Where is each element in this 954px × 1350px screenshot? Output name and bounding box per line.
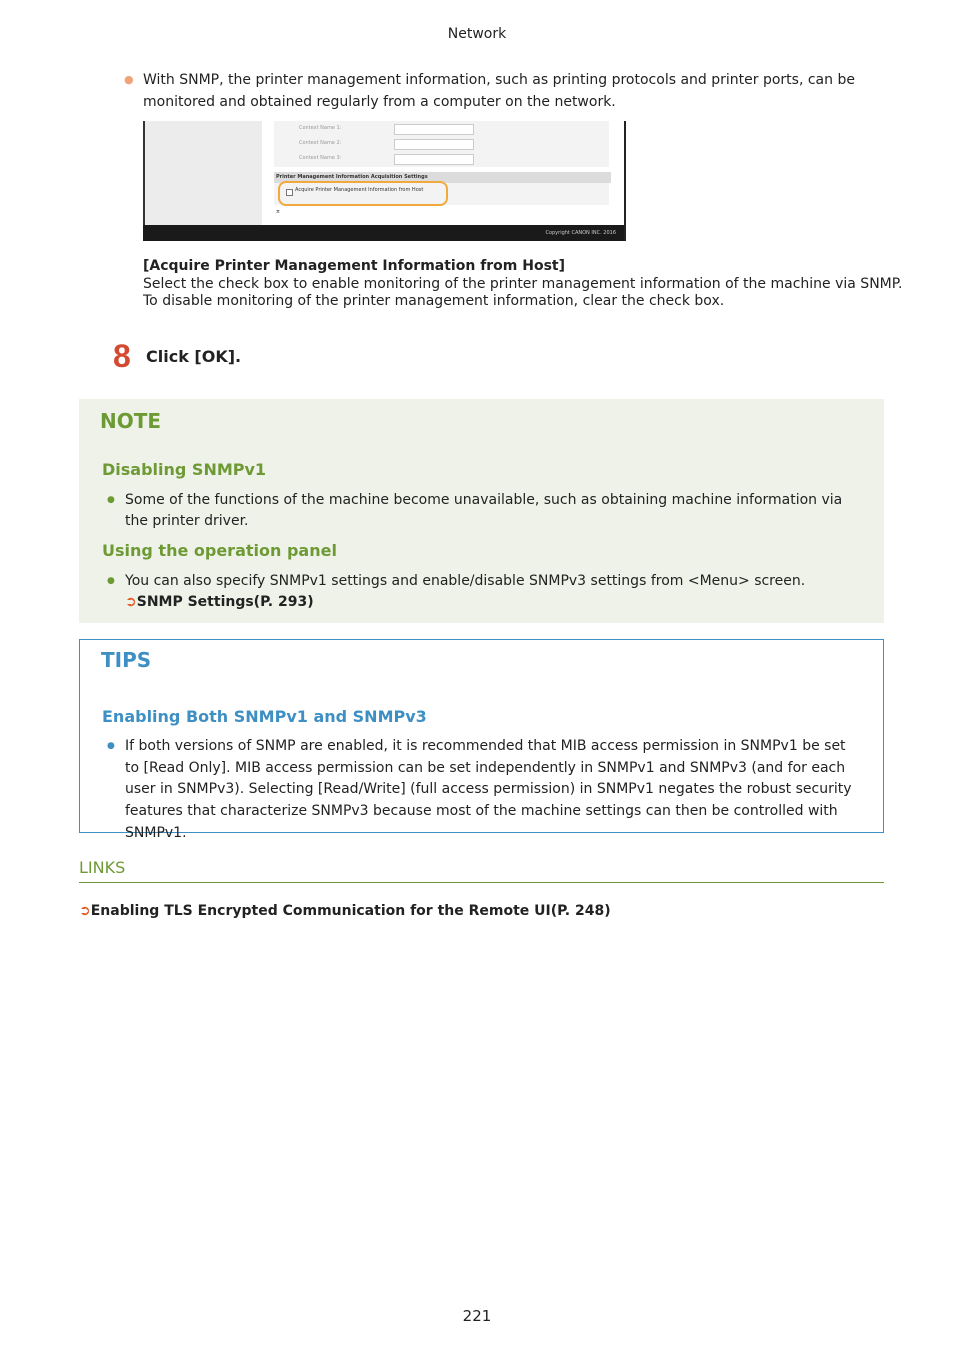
link-label: Enabling TLS Encrypted Communication for the Remote UI(P. 248) — [90, 903, 611, 919]
screenshot-footer — [143, 225, 624, 241]
bullet-dot-icon: ● — [107, 576, 115, 586]
page-header: Network — [447, 26, 507, 42]
screenshot-checkbox-label: Acquire Printer Management Information from Host — [295, 187, 424, 193]
link-arrow-icon: ➲ — [125, 594, 137, 610]
screenshot-row-label: Context Name 1: — [299, 125, 342, 131]
screenshot-input — [394, 154, 474, 165]
term-line-1: Select the check box to enable monitoring of the printer management information of the machine via SNMP. — [143, 276, 903, 292]
screenshot-row-label: Context Name 3: — [299, 155, 342, 161]
link-arrow-icon: ➲ — [79, 903, 91, 919]
tips-title: TIPS — [101, 648, 152, 672]
term-line-2: To disable monitoring of the printer management information, clear the check box. — [143, 293, 725, 309]
term-description — [143, 276, 903, 310]
links-title: LINKS — [79, 858, 126, 877]
snmp-settings-link[interactable]: SNMP Settings(P. 293) — [136, 594, 314, 610]
term-title: [Acquire Printer Management Information from Host] — [143, 258, 566, 274]
screenshot-row-label: Context Name 2: — [299, 140, 342, 146]
link-item[interactable] — [79, 903, 611, 919]
bullet-dot-icon: ● — [107, 741, 115, 751]
page-number: 221 — [462, 1307, 492, 1325]
screenshot-input — [394, 124, 474, 135]
step-number: 8 — [113, 338, 131, 374]
note-text: You can also specify SNMPv1 settings and enable/disable SNMPv3 settings from <Menu> screen. — [125, 573, 806, 589]
step-instruction: Click [OK]. — [146, 347, 242, 366]
note-text-operation-panel — [125, 571, 855, 613]
screenshot-section-title: Printer Management Information Acquisition Settings — [274, 172, 611, 183]
scroll-top-icon: ⌅ — [275, 207, 281, 215]
bullet-dot-icon: ● — [124, 73, 134, 86]
links-divider — [79, 882, 884, 883]
bullet-dot-icon: ● — [107, 495, 115, 505]
tips-heading: Enabling Both SNMPv1 and SNMPv3 — [102, 707, 427, 726]
screenshot-input — [394, 139, 474, 150]
note-heading-disabling: Disabling SNMPv1 — [102, 460, 267, 479]
screenshot-copyright: Copyright CANON INC. 2016 — [545, 230, 616, 236]
screenshot-checkbox — [286, 189, 293, 196]
intro-paragraph: With SNMP, the printer management information, such as printing protocols and printer ports, can be monitored and obtained regularly from a computer on the network. — [143, 72, 855, 110]
settings-screenshot — [143, 121, 626, 241]
highlight-frame — [278, 181, 448, 206]
tips-text: If both versions of SNMP are enabled, it is recommended that MIB access permission in SNMPv1 be set to [Read Only]. MIB access permission can be set independently in SNMPv1 and SNMPv3 (and for each user in SNMPv3). Selecting [Read/Write] (full access permission) in SNMPv1 negates the robust security features that characterize SNMPv3 because most of the machine settings can then be controlled with SNMPv1. — [125, 738, 852, 841]
note-heading-operation-panel: Using the operation panel — [102, 541, 337, 560]
note-text-disabling: Some of the functions of the machine become unavailable, such as obtaining machine information via the printer driver. — [125, 492, 843, 529]
note-title: NOTE — [100, 409, 162, 433]
screenshot-sidebar — [143, 121, 262, 225]
